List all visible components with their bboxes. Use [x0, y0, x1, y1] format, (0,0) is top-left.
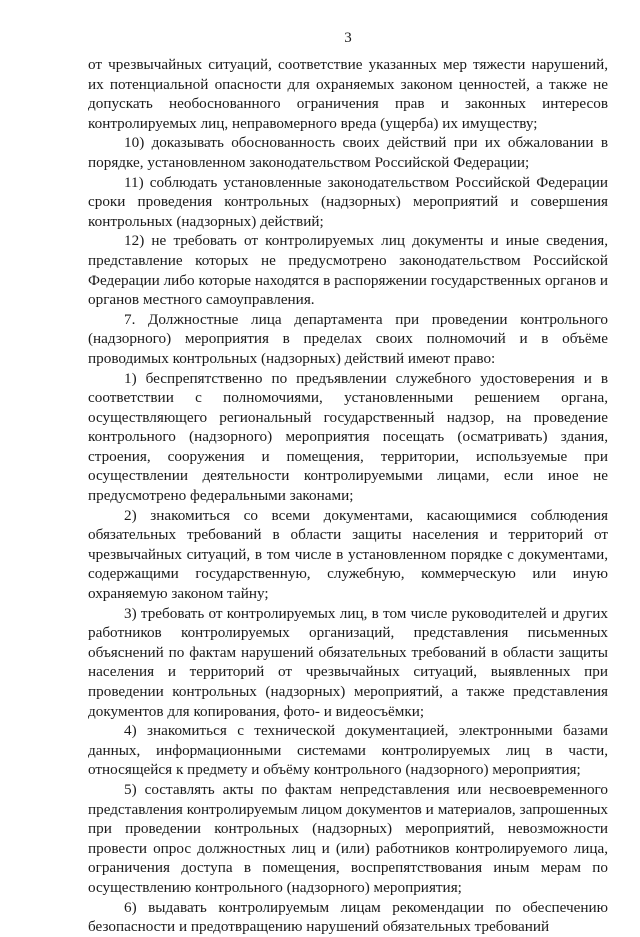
- paragraph: 12) не требовать от контролируемых лиц документы и иные сведения, представление которых не предусмотрено законодательством Российской Федерации либо которые находятся в распоряжении государственных органов и органов местного самоуправления.: [88, 232, 608, 309]
- paragraph: 7. Должностные лица департамента при проведении контрольного (надзорного) мероприятия в пределах своих полномочий и в объёме проводимых контрольных (надзорных) действий имеют право:: [88, 310, 608, 367]
- document-body: [88, 55, 608, 937]
- paragraph: 6) выдавать контролируемым лицам рекомендации по обеспечению безопасности и предотвращению нарушений обязательных требований: [88, 898, 608, 936]
- paragraph: 1) беспрепятственно по предъявлении служебного удостоверения и в соответствии с полномочиями, установленными решением органа, осуществляющего региональный государственный надзор, на проведение контрольного (надзорного) мероприятия посещать (осматривать) здания, строения, сооружения и помещения, территории, используемые при осуществлении деятельности контролируемыми лицами, если иное не предусмотрено федеральными законами;: [88, 369, 608, 505]
- paragraph: 10) доказывать обоснованность своих действий при их обжаловании в порядке, установленном законодательством Российской Федерации;: [88, 134, 608, 171]
- paragraph: 2) знакомиться со всеми документами, касающимися соблюдения обязательных требований в области защиты населения и территорий от чрезвычайных ситуаций, в том числе в установленном порядке с документами, содержащими государственную, служебную, коммерческую или иную охраняемую законом тайну;: [88, 506, 608, 603]
- paragraph: 4) знакомиться с технической документацией, электронными базами данных, информационными системами контролируемых лиц в части, относящейся к предмету и объёму контрольного (надзорного) мероприятия;: [88, 722, 608, 779]
- page-number: 3: [344, 30, 352, 46]
- paragraph: 5) составлять акты по фактам непредставления или несвоевременного представления контролируемым лицом документов и материалов, запрошенных при проведении контрольных (надзорных) мероприятий, невозможности провести опрос должностных лиц и (или) работников контролируемого лица, ограничения доступа в помещения, воспрепятствования иным мерам по осуществлению контрольного (надзорного) мероприятия;: [88, 780, 608, 896]
- paragraph: 3) требовать от контролируемых лиц, в том числе руководителей и других работников контролируемых организаций, представления письменных объяснений по фактам нарушений обязательных требований в области защиты населения и территорий от чрезвычайных ситуаций, выявленных при проведении контрольных (надзорных) мероприятий, а также представления документов для копирования, фото- и видеосъёмки;: [88, 604, 608, 720]
- paragraph: от чрезвычайных ситуаций, соответствие указанных мер тяжести нарушений, их потенциальной опасности для охраняемых законом ценностей, а также не допускать необоснованного ограничения прав и законных интересов контролируемых лиц, неправомерного вреда (ущерба) их имуществу;: [88, 56, 608, 132]
- paragraph: 11) соблюдать установленные законодательством Российской Федерации сроки проведения контрольных (надзорных) мероприятий и совершения контрольных (надзорных) действий;: [88, 173, 608, 230]
